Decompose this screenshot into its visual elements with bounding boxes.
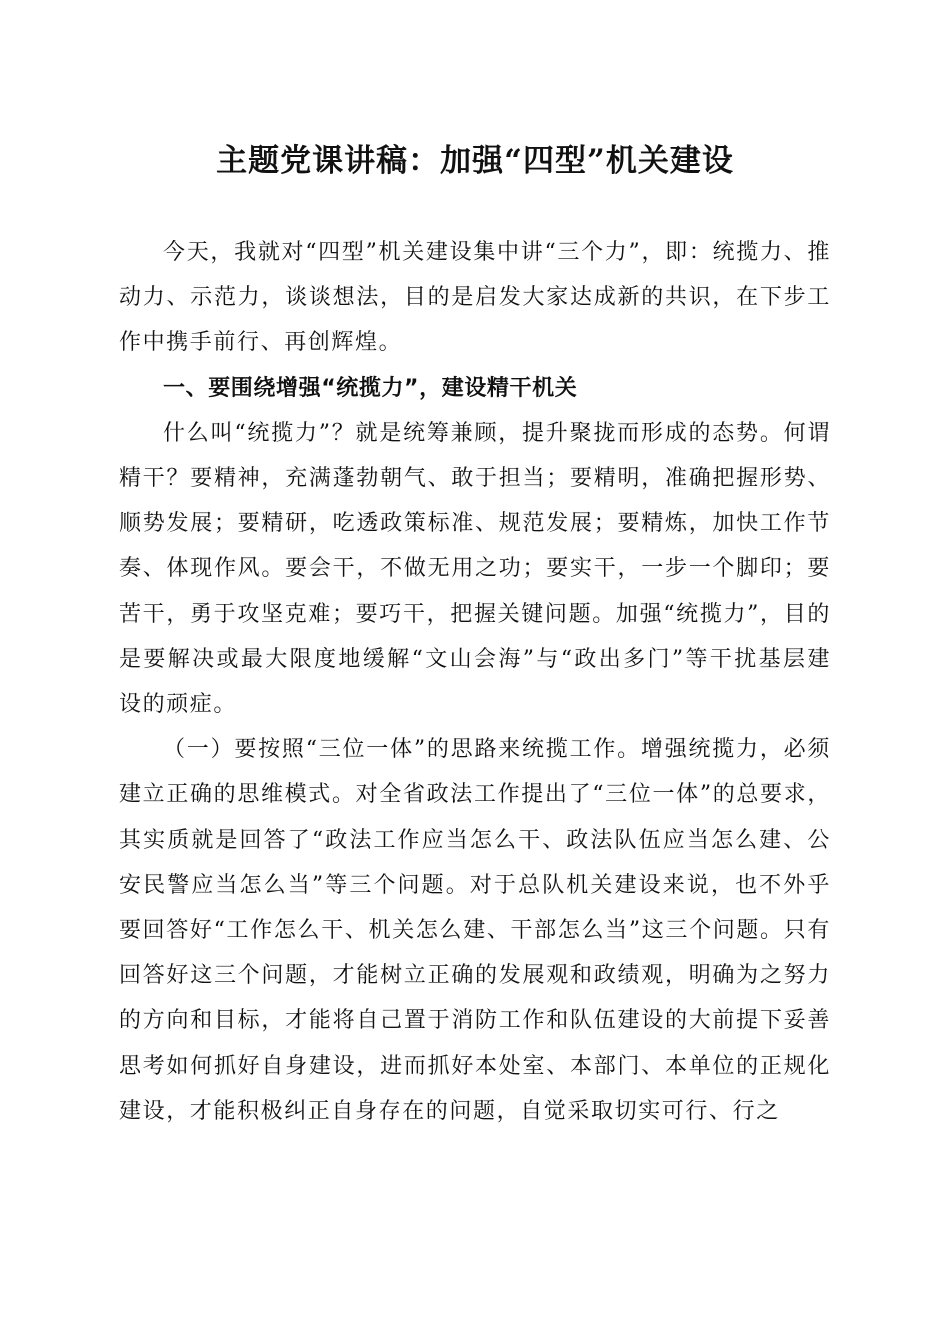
document-body: [119, 230, 831, 1134]
body-paragraph: （一）要按照“三位一体”的思路来统揽工作。增强统揽力，必须建立正确的思维模式。对全省政法工作提出了“三位一体”的总要求，其实质就是回答了“政法工作应当怎么干、政法队伍应当怎么建、公安民警应当怎么当”等三个问题。对于总队机关建设来说，也不外乎要回答好“工作怎么干、机关怎么建、干部怎么当”这三个问题。只有回答好这三个问题，才能树立正确的发展观和政绩观，明确为之努力的方向和目标，才能将自己置于消防工作和队伍建设的大前提下妥善思考如何抓好自身建设，进而抓好本处室、本部门、本单位的正规化建设，才能积极纠正自身存在的问题，自觉采取切实可行、行之: [119, 737, 831, 1124]
body-paragraph: 什么叫“统揽力”？就是统筹兼顾，提升聚拢而形成的态势。何谓精干？要精神，充满蓬勃朝气、敢于担当；要精明，准确把握形势、顺势发展；要精研，吃透政策标准、规范发展；要精炼，加快工作节奏、体现作风。要会干，不做无用之功；要实干，一步一个脚印；要苦干，勇于攻坚克难；要巧干，把握关键问题。加强“统揽力”，目的是要解决或最大限度地缓解“文山会海”与“政出多门”等干扰基层建设的顽症。: [119, 420, 831, 718]
document-title: 主题党课讲稿：加强“四型”机关建设: [216, 143, 734, 179]
section-heading: 一、要围绕增强“统揽力”，建设精干机关: [163, 375, 578, 401]
intro-paragraph: 今天，我就对“四型”机关建设集中讲“三个力”，即：统揽力、推动力、示范力，谈谈想法，目的是启发大家达成新的共识，在下步工作中携手前行、再创辉煌。: [119, 240, 831, 356]
